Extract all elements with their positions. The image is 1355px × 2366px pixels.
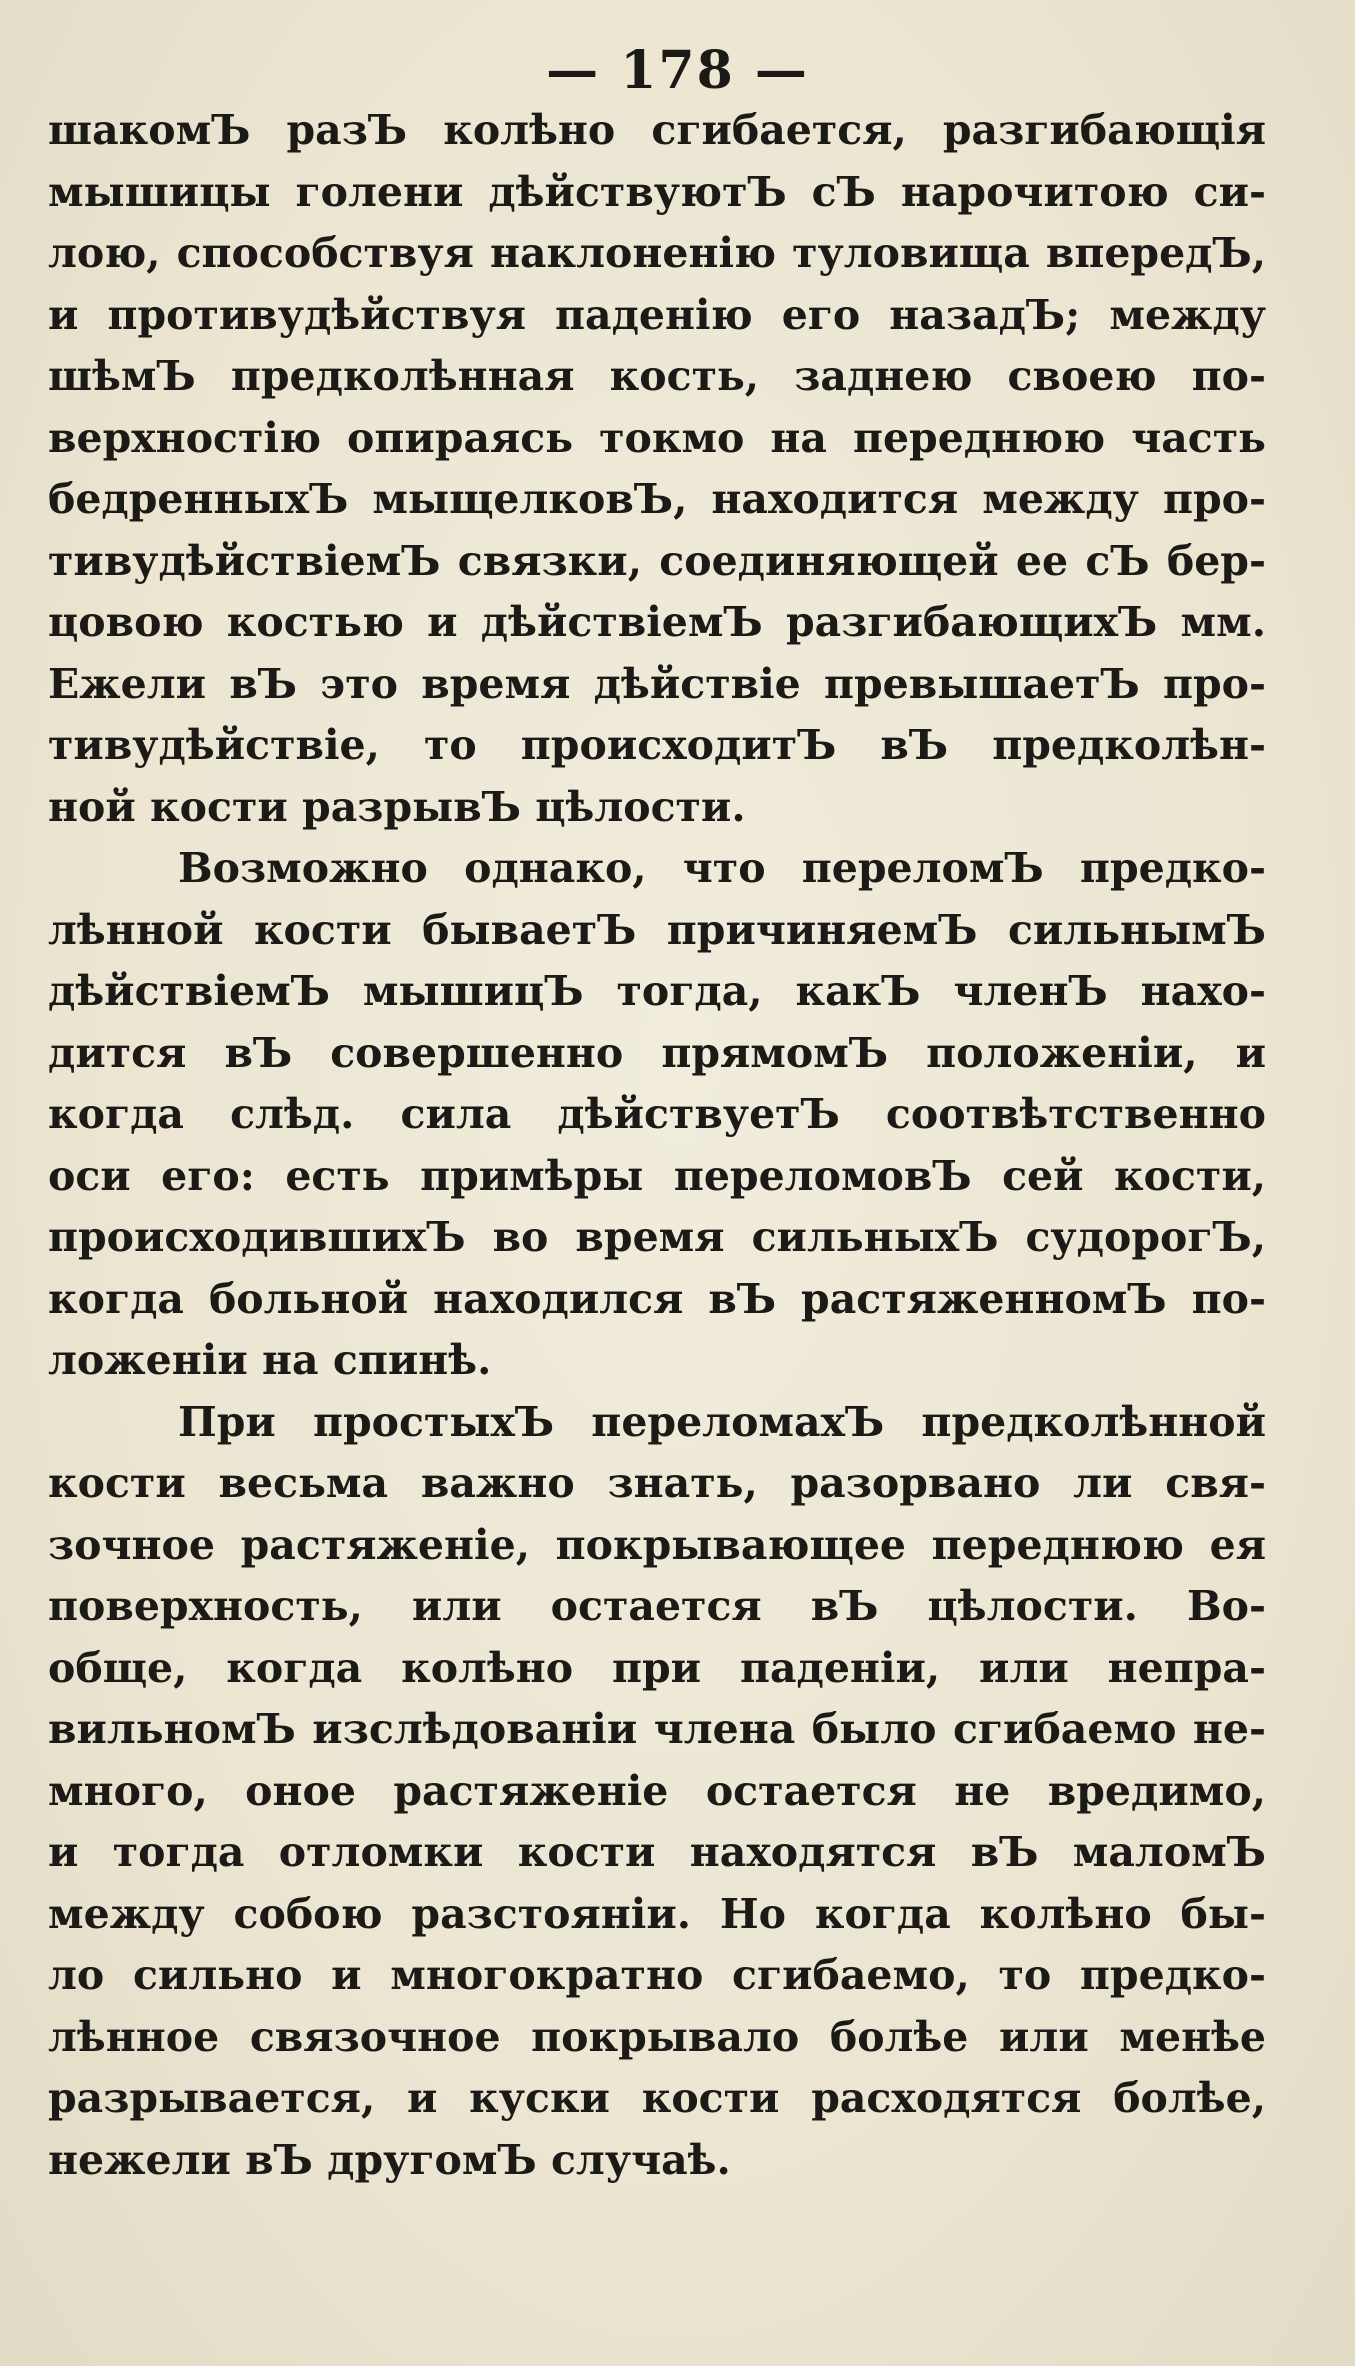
page-number: — 178 — [546,40,809,101]
text-line: Ежели вЪ это время дѣйствіе превышаетЪ про- [48,659,1266,708]
text-line: много, оное растяженіе остается не вредимо, [48,1766,1266,1815]
text-line: лою, способствуя наклоненію туловища впередЪ, [48,229,1266,277]
text-line: дится вЪ совершенно прямомЪ положеніи, и [48,1028,1266,1077]
text-line: и противудѣйствуя паденію его назадЪ; между [48,290,1266,339]
text-line: тивудѣйствіе, то происходитЪ вЪ предколѣн- [48,721,1266,769]
text-line: Возможно однако, что переломЪ предко- [178,844,1266,892]
text-line: когда больной находился вЪ растяженномЪ по- [48,1274,1266,1323]
text-line: зочное растяженіе, покрывающее переднюю ея [48,1520,1266,1569]
text-line: цовою костью и дѣйствіемЪ разгибающихЪ мм. [48,598,1266,646]
text-line: ной кости разрывЪ цѣлости. [48,782,746,831]
paragraph-1 [48,100,1266,838]
text-line: верхностію опираясь токмо на переднюю часть [48,413,1266,462]
text-line: нежели вЪ другомЪ случаѣ. [48,2135,731,2184]
paragraph-2 [48,838,1266,1392]
text-line: происходившихЪ во время сильныхЪ судорогЪ, [48,1213,1266,1261]
text-line: между собою разстояніи. Но когда колѣно бы- [48,1889,1266,1938]
text-line: кости весьма важно знать, разорвано ли свя- [48,1459,1266,1507]
text-line: дѣйствіемЪ мышицЪ тогда, какЪ членЪ нахо- [48,967,1266,1015]
text-line: тивудѣйствіемЪ связки, соединяющей ее сЪ бер- [48,536,1266,585]
text-line: лѣнной кости бываетЪ причиняемЪ сильнымЪ [48,905,1266,954]
text-line: оси его: есть примѣры переломовЪ сей кости, [48,1151,1266,1200]
text-line: когда слѣд. сила дѣйствуетЪ соотвѣтственно [48,1090,1266,1138]
body-text [48,100,1266,2191]
text-line: разрывается, и куски кости расходятся болѣе, [48,2074,1266,2122]
text-line: мышицы голени дѣйствуютЪ сЪ нарочитою си- [48,167,1266,216]
text-line: ло сильно и многократно сгибаемо, то предко- [48,1951,1266,1999]
text-line: шѣмЪ предколѣнная кость, заднею своею по- [48,352,1266,400]
text-line: вильномЪ изслѣдованіи члена было сгибаемо не- [48,1705,1266,1753]
text-line: поверхность, или остается вЪ цѣлости. Во- [48,1582,1266,1630]
text-line: и тогда отломки кости находятся вЪ маломЪ [48,1828,1266,1876]
text-line: обще, когда колѣно при паденіи, или непра- [48,1643,1266,1692]
text-line: шакомЪ разЪ колѣно сгибается, разгибающія [48,106,1266,154]
text-line: лѣнное связочное покрывало болѣе или менѣе [48,2012,1266,2061]
paragraph-3 [48,1392,1266,2192]
text-line: При простыхЪ переломахЪ предколѣнной [178,1397,1266,1446]
text-line: бедренныхЪ мыщелковЪ, находится между про- [48,475,1266,523]
text-line: ложеніи на спинѣ. [48,1336,492,1384]
